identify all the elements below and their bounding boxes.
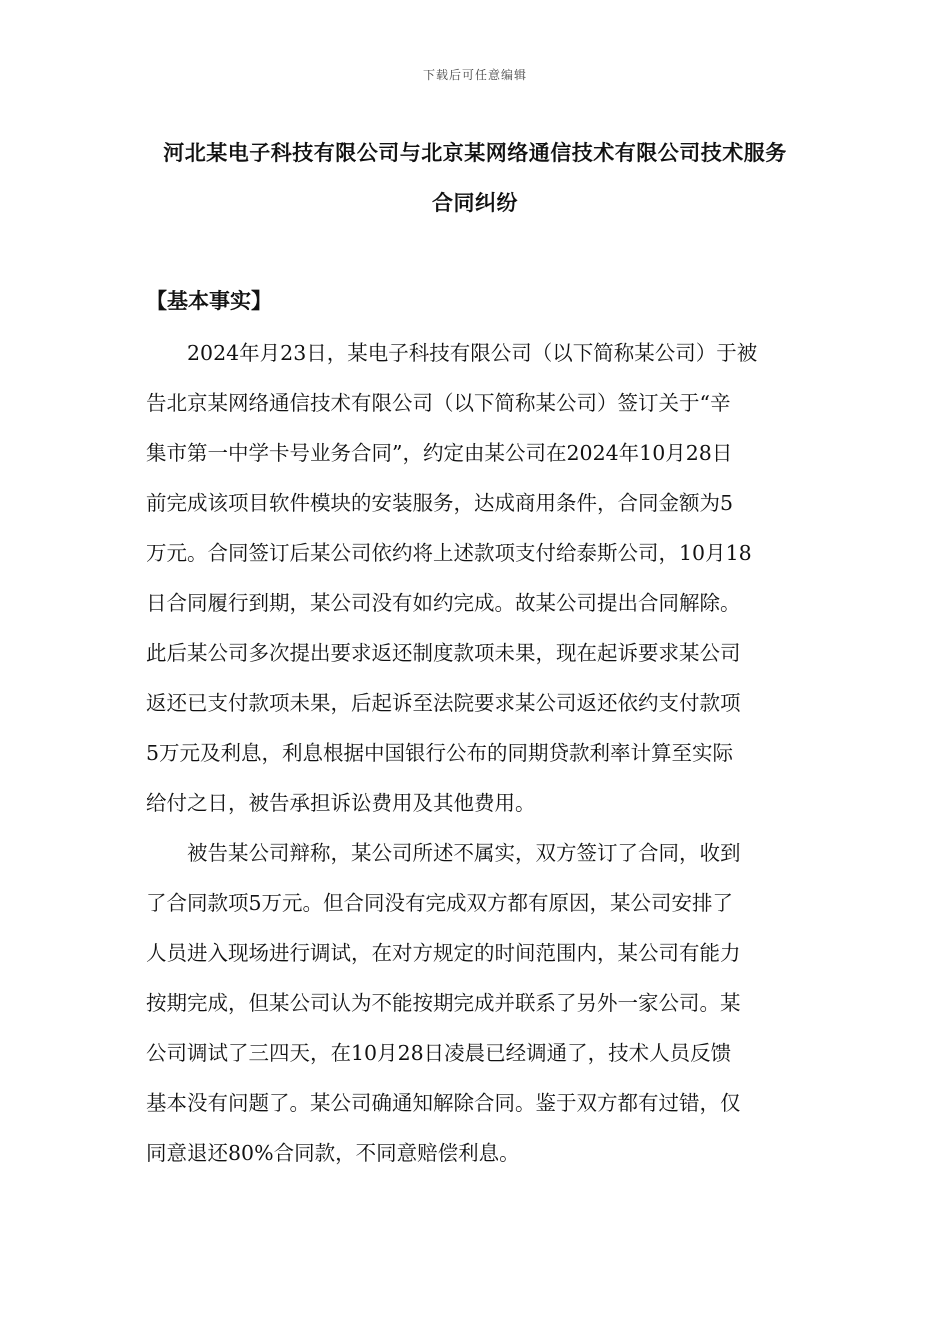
paragraph-line: 公司调试了三四天，在10月28日凌晨已经调通了，技术人员反馈 — [146, 1041, 732, 1065]
paragraph-line: 给付之日，被告承担诉讼费用及其他费用。 — [146, 791, 536, 815]
paragraph-line: 返还已支付款项未果，后起诉至法院要求某公司返还依约支付款项 — [146, 691, 741, 715]
section-heading: 【基本事实】 — [146, 288, 272, 313]
paragraph-line: 基本没有问题了。某公司确通知解除合同。鉴于双方都有过错，仅 — [146, 1091, 741, 1115]
header-note: 下载后可任意编辑 — [422, 68, 527, 82]
document-title — [120, 128, 830, 228]
paragraph-line: 了合同款项5万元。但合同没有完成双方都有原因，某公司安排了 — [146, 891, 734, 915]
paragraph-line: 集市第一中学卡号业务合同”，约定由某公司在2024年10月28日 — [146, 441, 733, 465]
title-line: 合同纠纷 — [432, 190, 518, 215]
paragraph-line: 告北京某网络通信技术有限公司（以下简称某公司）签订关于“辛 — [146, 391, 731, 415]
paragraph-line: 此后某公司多次提出要求返还制度款项未果，现在起诉要求某公司 — [146, 641, 741, 665]
title-line: 河北某电子科技有限公司与北京某网络通信技术有限公司技术服务 — [163, 140, 787, 165]
paragraph-line: 2024年月23日，某电子科技有限公司（以下简称某公司）于被 — [187, 341, 758, 365]
paragraph-line: 按期完成，但某公司认为不能按期完成并联系了另外一家公司。某 — [146, 991, 741, 1015]
paragraph-line: 日合同履行到期，某公司没有如约完成。故某公司提出合同解除。 — [146, 591, 741, 615]
paragraph-line: 前完成该项目软件模块的安装服务，达成商用条件，合同金额为5 — [146, 491, 734, 515]
paragraph-line: 同意退还80%合同款，不同意赔偿利息。 — [146, 1141, 520, 1165]
paragraph-line: 人员进入现场进行调试，在对方规定的时间范围内，某公司有能力 — [146, 941, 741, 965]
paragraph-facts — [146, 328, 808, 828]
paragraph-line: 5万元及利息，利息根据中国银行公布的同期贷款利率计算至实际 — [146, 741, 734, 765]
paragraph-line: 被告某公司辩称，某公司所述不属实，双方签订了合同，收到 — [187, 841, 741, 865]
paragraph-defense — [146, 828, 808, 1178]
paragraph-line: 万元。合同签订后某公司依约将上述款项支付给泰斯公司，10月18 — [146, 541, 752, 565]
